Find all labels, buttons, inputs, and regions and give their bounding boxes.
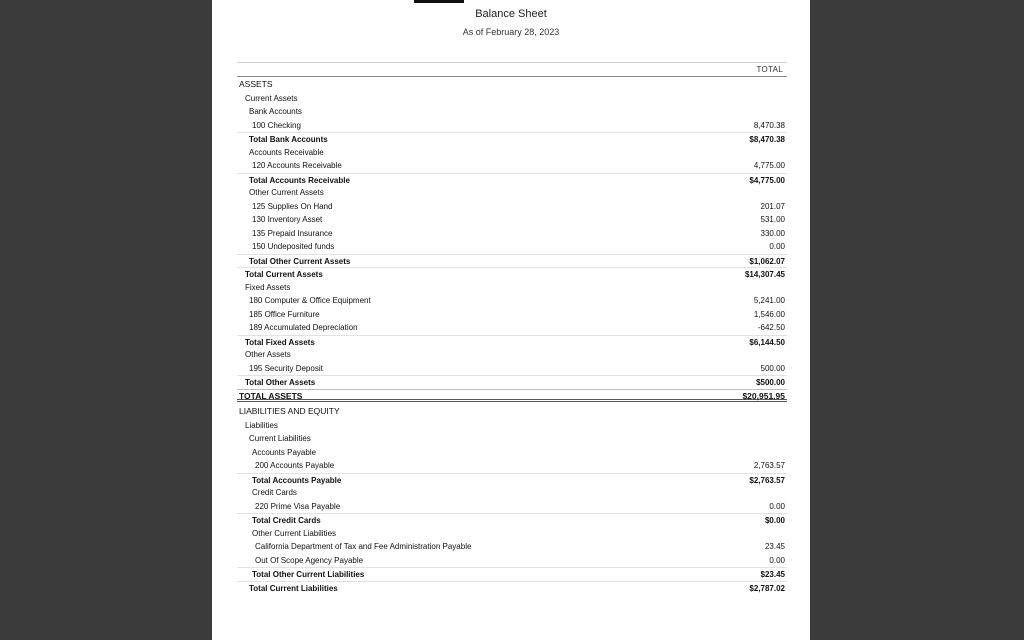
account-row[interactable]: [237, 554, 787, 568]
row-label: LIABILITIES AND EQUITY: [239, 406, 340, 416]
account-row[interactable]: [237, 308, 787, 322]
row-amount[interactable]: 2,763.57: [753, 461, 785, 470]
row-label: Credit Cards: [252, 488, 297, 497]
row-amount[interactable]: 330.00: [760, 228, 785, 238]
row-label: 130 Inventory Asset: [252, 215, 323, 224]
row-amount[interactable]: $0.00: [764, 516, 785, 525]
account-row[interactable]: [237, 200, 787, 214]
row-label: 180 Computer & Office Equipment: [249, 296, 371, 305]
account-row[interactable]: [237, 321, 787, 335]
group-row: [237, 486, 787, 500]
row-amount[interactable]: -642.50: [757, 323, 785, 332]
row-amount[interactable]: 500.00: [760, 363, 785, 373]
row-label: Other Current Assets: [249, 188, 324, 197]
row-label: Total Current Liabilities: [249, 583, 338, 593]
row-amount[interactable]: 531.00: [760, 215, 785, 224]
account-row[interactable]: [237, 294, 787, 308]
group-row: [237, 432, 787, 446]
row-label: 220 Prime Visa Payable: [255, 501, 341, 511]
group-row: [237, 281, 787, 295]
row-label: TOTAL ASSETS: [239, 390, 303, 401]
header-divider: [237, 62, 787, 63]
row-amount[interactable]: $20,951.95: [742, 390, 785, 401]
balance-sheet-table: [237, 78, 787, 594]
row-amount[interactable]: 201.07: [760, 201, 785, 211]
group-row: [237, 419, 787, 433]
group-row: [237, 446, 787, 460]
row-label: 125 Supplies On Hand: [252, 201, 333, 211]
row-label: Other Current Liabilities: [252, 528, 337, 538]
group-row: [237, 186, 787, 200]
total-row: [237, 375, 787, 389]
row-label: Out Of Scope Agency Payable: [255, 555, 364, 565]
total-row: [237, 132, 787, 146]
row-amount[interactable]: $4,775.00: [749, 175, 785, 185]
row-amount[interactable]: 0.00: [769, 501, 785, 511]
row-label: Other Assets: [245, 350, 291, 359]
row-label: Total Other Current Assets: [249, 256, 351, 266]
group-row: [237, 146, 787, 160]
row-label: ASSETS: [239, 79, 273, 89]
account-row[interactable]: [237, 213, 787, 227]
row-label: 195 Security Deposit: [249, 363, 323, 373]
row-amount[interactable]: 5,241.00: [753, 296, 785, 305]
account-row[interactable]: [237, 240, 787, 254]
row-label: Total Current Assets: [245, 270, 323, 279]
group-row: [237, 527, 787, 541]
account-row[interactable]: [237, 227, 787, 241]
row-label: Current Liabilities: [249, 434, 311, 443]
row-amount[interactable]: $2,763.57: [749, 475, 785, 485]
page-top-tab: [414, 0, 464, 3]
total-row: [237, 513, 787, 527]
row-label: 200 Accounts Payable: [255, 461, 335, 470]
group-row: [237, 405, 787, 419]
total-row: [237, 581, 787, 595]
report-date: As of February 28, 2023: [462, 27, 560, 37]
row-label: 100 Checking: [252, 120, 301, 130]
row-label: Liabilities: [245, 420, 278, 430]
row-amount[interactable]: 4,775.00: [753, 161, 785, 170]
account-row[interactable]: [237, 540, 787, 554]
row-label: 185 Office Furniture: [249, 309, 320, 319]
account-row[interactable]: [237, 362, 787, 376]
row-amount[interactable]: $8,470.38: [749, 135, 785, 144]
row-label: Total Accounts Receivable: [249, 175, 350, 185]
row-label: Total Other Current Liabilities: [252, 570, 365, 579]
row-amount[interactable]: $6,144.50: [749, 337, 785, 347]
account-row[interactable]: [237, 159, 787, 173]
report-title: Balance Sheet: [475, 8, 547, 20]
row-amount[interactable]: $14,307.45: [744, 270, 785, 279]
row-label: 135 Prepaid Insurance: [252, 228, 333, 238]
total-row: [237, 173, 787, 187]
total-row: [237, 254, 787, 268]
total-row: [237, 335, 787, 349]
row-label: Current Assets: [245, 93, 298, 103]
row-label: Total Credit Cards: [252, 516, 321, 525]
row-label: 189 Accumulated Depreciation: [249, 323, 358, 332]
total-row: [237, 473, 787, 487]
row-label: Total Accounts Payable: [252, 475, 342, 485]
row-amount[interactable]: $500.00: [756, 378, 785, 387]
header-bottom-divider: [237, 76, 787, 77]
row-amount[interactable]: 23.45: [764, 542, 785, 551]
row-amount[interactable]: $2,787.02: [749, 583, 785, 593]
report-page: [212, 0, 810, 640]
account-row[interactable]: [237, 119, 787, 133]
row-amount[interactable]: $1,062.07: [749, 256, 785, 266]
row-amount[interactable]: 0.00: [769, 555, 785, 565]
row-label: Total Fixed Assets: [245, 337, 315, 347]
row-label: Accounts Payable: [252, 447, 317, 457]
row-label: 150 Undeposited funds: [252, 242, 335, 251]
total-row: [237, 267, 787, 281]
group-row: [237, 348, 787, 362]
row-label: Fixed Assets: [245, 282, 291, 292]
row-label: 120 Accounts Receivable: [252, 161, 342, 170]
group-row: [237, 78, 787, 92]
account-row[interactable]: [237, 459, 787, 473]
group-row: [237, 92, 787, 106]
total-row: [237, 389, 787, 403]
row-label: California Department of Tax and Fee Administration Payable: [255, 542, 472, 551]
row-label: Total Bank Accounts: [249, 135, 328, 144]
group-row: [237, 105, 787, 119]
row-amount[interactable]: 0.00: [769, 242, 785, 251]
row-amount[interactable]: 1,546.00: [753, 309, 785, 319]
row-amount[interactable]: 8,470.38: [753, 120, 785, 130]
row-amount[interactable]: $23.45: [760, 570, 785, 579]
account-row[interactable]: [237, 500, 787, 514]
row-label: Accounts Receivable: [249, 147, 324, 157]
row-label: Bank Accounts: [249, 107, 302, 116]
row-label: Total Other Assets: [245, 378, 316, 387]
total-row: [237, 567, 787, 581]
column-header-total: TOTAL: [756, 65, 783, 74]
